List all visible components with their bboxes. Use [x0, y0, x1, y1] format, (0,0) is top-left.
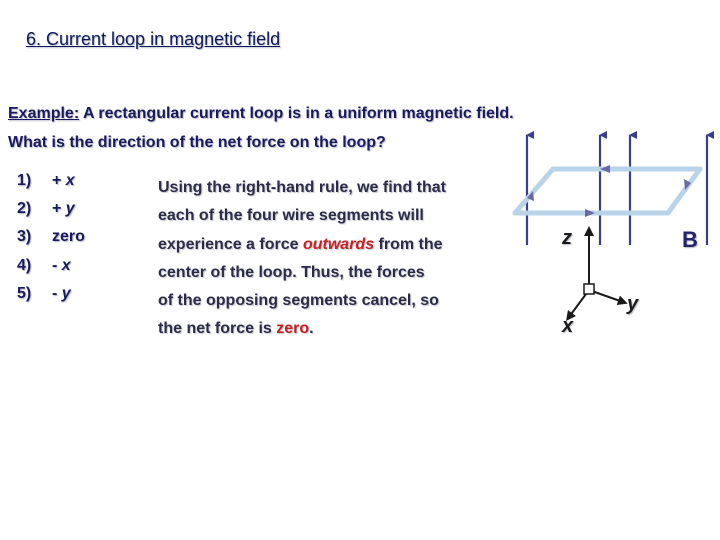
option-value: x [65, 172, 75, 189]
option-sign: - [52, 285, 62, 302]
option-sign: + [52, 200, 66, 217]
current-arrow [585, 209, 595, 217]
option-3 [17, 228, 85, 246]
current-arrow [600, 165, 610, 173]
axis-origin [584, 284, 594, 294]
axis-z-label: z [562, 227, 572, 249]
option-value: y [65, 200, 75, 217]
option-1 [17, 172, 75, 190]
explanation-text: experience a force [158, 236, 303, 253]
explanation-line-4: center of the loop. Thus, the forces [158, 264, 425, 281]
option-2 [17, 200, 75, 218]
explanation-line-6 [158, 320, 314, 338]
option-number: 3) [17, 228, 32, 245]
explanation-line-2: each of the four wire segments will [158, 207, 424, 224]
option-5 [17, 285, 71, 303]
axis-y-label: y [627, 293, 639, 315]
page-title: 6. Current loop in magnetic field [26, 29, 281, 49]
explanation-text: . [309, 320, 314, 337]
option-number: 2) [17, 200, 32, 217]
axes [569, 231, 623, 317]
explanation-text: the net force is [158, 320, 277, 337]
field-b-label: B [682, 227, 698, 252]
example-text: A rectangular current loop is in a uniform magnetic field. [79, 105, 514, 122]
option-sign: + [52, 172, 66, 189]
field-lines [527, 135, 707, 245]
highlight-outwards: outwards [302, 236, 375, 253]
highlight-zero: zero [276, 320, 310, 337]
example-label: Example: [8, 105, 80, 122]
option-number: 1) [17, 172, 32, 189]
axis-x-label: x [562, 315, 574, 337]
loop-outline [515, 169, 700, 213]
option-number: 5) [17, 285, 32, 302]
option-4 [17, 257, 71, 275]
option-value: x [61, 257, 71, 274]
current-loop [515, 169, 700, 213]
example-line [8, 105, 514, 123]
option-sign: - [52, 257, 62, 274]
question-text: What is the direction of the net force on the loop? [8, 134, 386, 151]
explanation-line-1: Using the right-hand rule, we find that [158, 179, 446, 196]
explanation-line-5: of the opposing segments cancel, so [158, 292, 439, 309]
option-value: zero [52, 228, 85, 245]
explanation-line-3 [158, 236, 443, 254]
explanation-text: from the [374, 236, 443, 253]
option-number: 4) [17, 257, 32, 274]
option-value: y [61, 285, 71, 302]
